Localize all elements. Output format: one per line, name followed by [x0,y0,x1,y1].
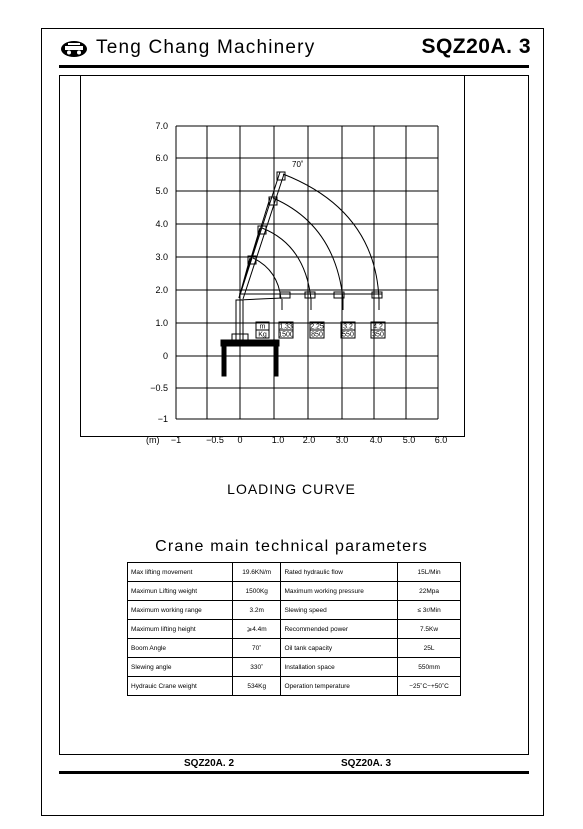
load-cell-top: 2.25 [310,323,324,331]
param-label: Oil tank capacity [281,639,398,658]
y-tick-label: −0.5 [150,383,168,393]
load-cell-top: 4.2 [373,323,383,331]
y-tick-label: 0 [162,351,168,361]
load-table [256,322,385,339]
x-tick-label: −1 [170,435,182,445]
y-tick-label: 3.0 [155,252,168,262]
arc-2-25m [262,228,311,299]
param-label: Rated hydraulic flow [281,563,398,582]
load-cell-bottom: 550 [342,331,354,339]
x-tick-label: 2.0 [302,435,316,445]
param-label: Maximum working range [128,601,233,620]
x-tick-label: 3.0 [335,435,349,445]
x-tick-label: 1.0 [271,435,285,445]
param-value: ⩾4.4m [233,620,281,639]
param-value: 19.6KN/m [233,563,281,582]
param-value: 15L/Min [398,563,461,582]
load-cell-bottom: 1500 [278,331,294,339]
load-cell-top: 3.2 [343,323,353,331]
table-row [128,658,461,677]
load-radius-arcs [253,174,379,299]
load-cell-top: 1.33 [279,323,293,331]
param-value: 70˚ [233,639,281,658]
y-tick-label: 4.0 [155,219,168,229]
unit-cell-bottom: Kg [258,331,267,339]
x-tick-labels [146,435,447,445]
x-tick-label: 5.0 [402,435,416,445]
load-cell-bottom: 350 [372,331,384,339]
loading-curve-caption: LOADING CURVE [227,481,356,497]
param-value: 22Mpa [398,582,461,601]
param-value: 534Kg [233,677,281,696]
param-value: 1500Kg [233,582,281,601]
param-value: 330˚ [233,658,281,677]
param-value: 7.5Kw [398,620,461,639]
table-row [128,620,461,639]
params-title: Crane main technical parameters [155,538,428,555]
param-label: Maximum working pressure [281,582,398,601]
param-label: Recommended power [281,620,398,639]
param-label: Maximun Lifting weight [128,582,233,601]
y-tick-labels [150,121,168,424]
x-tick-label: 6.0 [434,435,448,445]
param-value: 25L [398,639,461,658]
y-tick-label: 2.0 [155,285,168,295]
x-tick-label: 4.0 [369,435,383,445]
brand-name: Teng Chang Machinery [96,37,316,58]
x-tick-label: 0 [237,435,243,445]
arc-4-2m [283,174,379,299]
param-label: Slewing speed [281,601,398,620]
footer-model-left: SQZ20A. 2 [184,758,235,769]
model-number: SQZ20A. 3 [421,35,531,58]
param-label: Maximum lifting height [128,620,233,639]
chart-grid [176,126,438,419]
table-row [128,563,461,582]
arc-1-33m [253,258,281,299]
param-label: Boom Angle [128,639,233,658]
param-value: 3.2m [233,601,281,620]
crane-drawing [221,172,382,376]
y-tick-label: 7.0 [155,121,168,131]
table-row [128,601,461,620]
footer-model-right: SQZ20A. 3 [341,758,392,769]
param-value: ≤ 3r/Min [398,601,461,620]
y-tick-label: 1.0 [155,318,168,328]
table-row [128,639,461,658]
x-tick-label: −0.5 [206,435,224,445]
table-row [128,582,461,601]
x-axis-unit: (m) [146,435,160,445]
table-row [128,677,461,696]
param-label: Installation space [281,658,398,677]
param-label: Hydrauic Crane weight [128,677,233,696]
y-tick-label: 5.0 [155,186,168,196]
load-cell-bottom: 850 [311,331,323,339]
y-tick-label: −1 [157,414,168,424]
unit-cell-top: m [259,323,266,331]
y-tick-label: 6.0 [155,153,168,163]
param-label: Max lifting movement [128,563,233,582]
boom-angle-label: 70˚ [292,160,304,169]
param-label: Operation temperature [281,677,398,696]
param-value: 550mm [398,658,461,677]
param-value: −25˚C−+50˚C [398,677,461,696]
param-label: Slewing angle [128,658,233,677]
technical-parameters-table [127,562,461,696]
